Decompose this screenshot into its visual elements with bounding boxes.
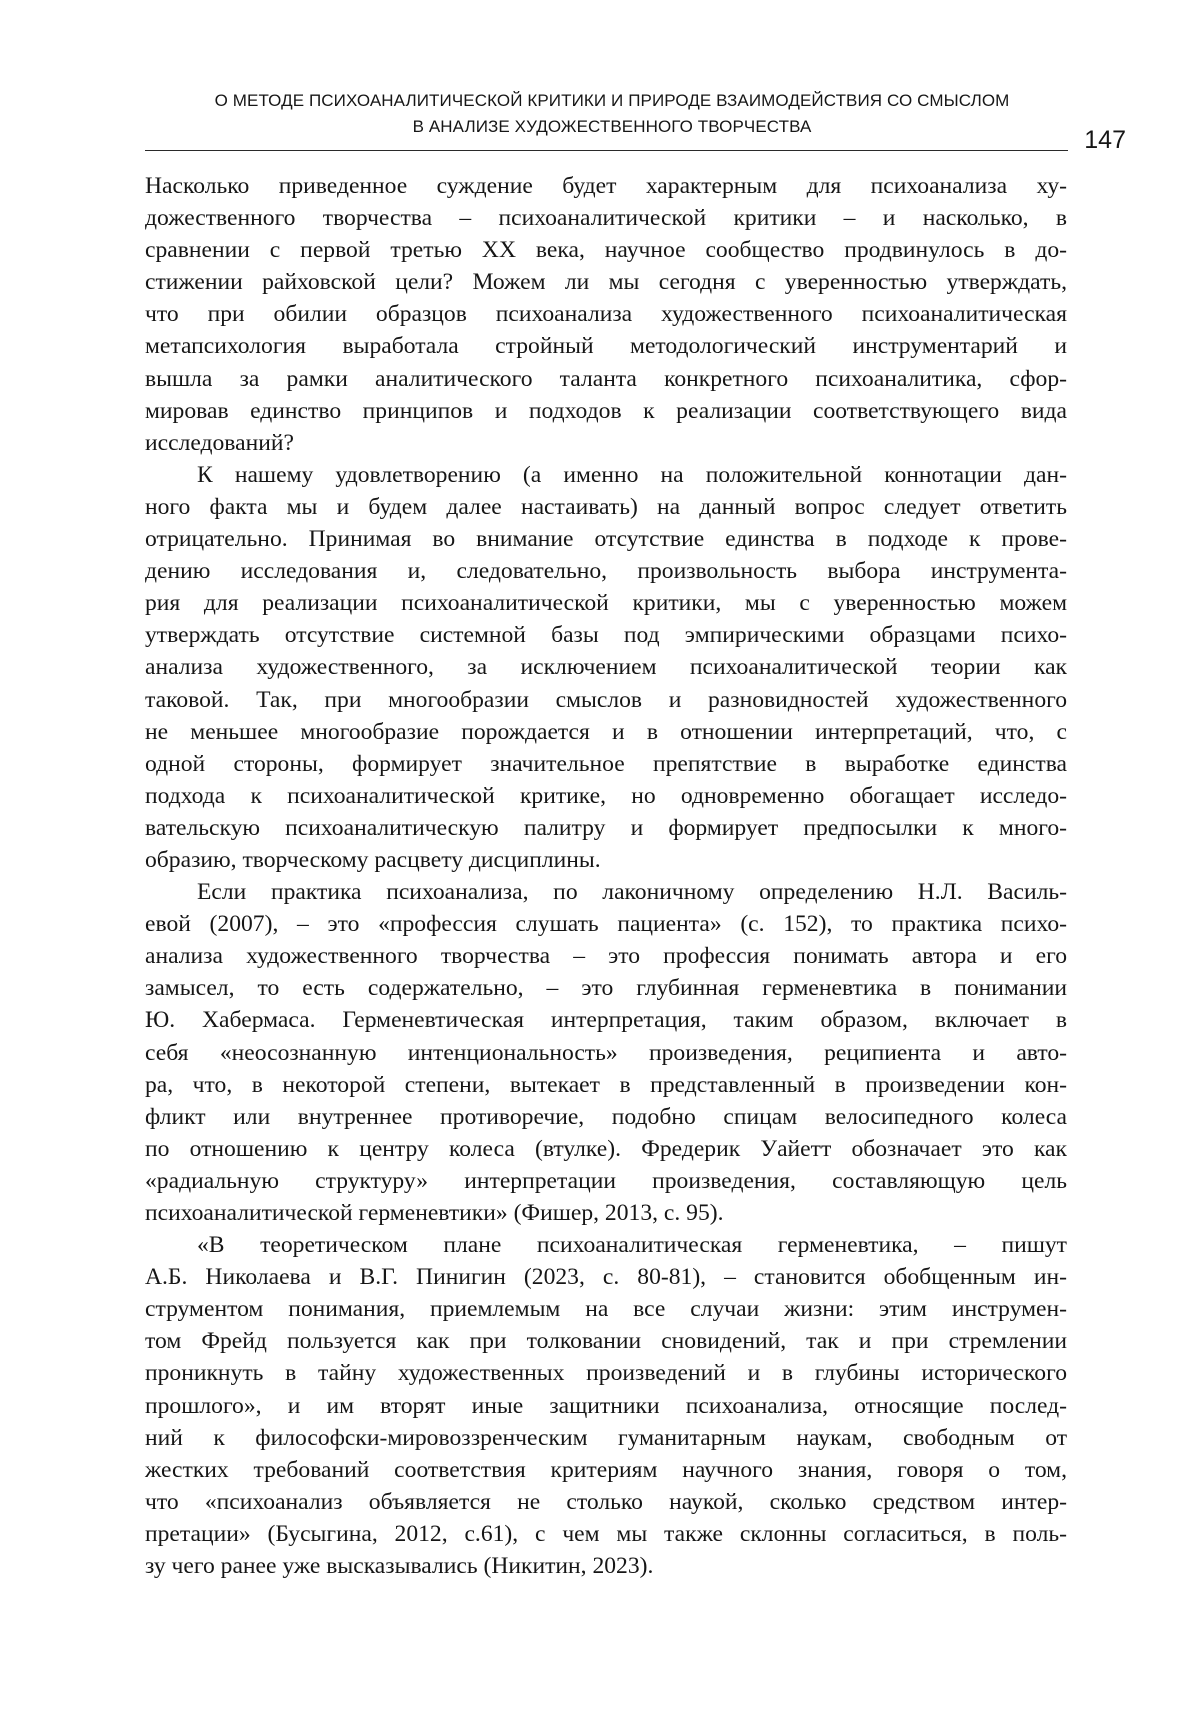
text-line: сравнении с первой третью XX века, научное сообщество продвинулось в до- [145,237,1067,264]
running-header [148,88,1076,140]
text-line: претации» (Бусыгина, 2012, с.61), с чем мы также склонны согласиться, в поль- [145,1520,1067,1547]
text-line: ного факта мы и будем далее настаивать) на данный вопрос следует ответить [145,493,1067,520]
text-line: прошлого», и им вторят иные защитники психоанализа, относящие послед- [145,1392,1067,1419]
text-line: рия для реализации психоаналитической критики, мы с уверенностью можем [145,590,1067,617]
text-line: анализа художественного творчества – это профессия понимать автора и его [145,943,1067,970]
text-line: фликт или внутреннее противоречие, подобно спицам велосипедного колеса [145,1103,1067,1130]
text-line: подхода к психоаналитической критике, но одновременно обогащает исследо- [145,782,1067,809]
paragraph [145,876,1067,1229]
text-line: дожественного творчества – психоаналитической критики – и насколько, в [145,205,1067,232]
text-line: проникнуть в тайну художественных произведений и в глубины исторического [145,1360,1067,1387]
text-line: что при обилии образцов психоанализа художественного психоаналитическая [145,301,1067,328]
paragraph [145,459,1067,876]
text-line: ра, что, в некоторой степени, вытекает в представленный в произведении кон- [145,1071,1067,1098]
text-line: замысел, то есть содержательно, – это глубинная герменевтика в понимании [145,975,1067,1002]
text-line: что «психоанализ объявляется не столько наукой, сколько средством интер- [145,1488,1067,1515]
text-line: дению исследования и, следовательно, произвольность выбора инструмента- [145,558,1067,585]
text-line: А.Б. Николаева и В.Г. Пинигин (2023, с. 80-81), – становится обобщенным ин- [145,1264,1067,1291]
text-line: исследований? [145,429,294,456]
paragraph [145,1229,1067,1582]
text-line: по отношению к центру колеса (втулке). Фредерик Уайетт обозначает это как [145,1135,1067,1162]
text-line: евой (2007), – это «профессия слушать пациента» (с. 152), то практика психо- [145,911,1067,938]
text-line: К нашему удовлетворению (а именно на положительной коннотации дан- [197,461,1067,488]
running-header-line-2: В АНАЛИЗЕ ХУДОЖЕСТВЕННОГО ТВОРЧЕСТВА [412,117,812,136]
running-header-line-1: О МЕТОДЕ ПСИХОАНАЛИТИЧЕСКОЙ КРИТИКИ И ПРИРОДЕ ВЗАИМОДЕЙСТВИЯ СО СМЫСЛОМ [214,91,1010,110]
page-number: 147 [1084,126,1126,154]
text-line: таковой. Так, при многообразии смыслов и разновидностей художественного [145,686,1067,713]
text-line: зу чего ранее уже высказывались (Никитин, 2023). [145,1553,654,1580]
text-line: утверждать отсутствие системной базы под эмпирическими образцами психо- [145,622,1067,649]
text-line: мировав единство принципов и подходов к реализации соответствующего вида [145,397,1067,424]
text-line: «радиальную структуру» интерпретации произведения, составляющую цель [145,1167,1067,1194]
text-line: психоаналитической герменевтики» (Фишер, 2013, с. 95). [145,1200,724,1226]
text-line: Ю. Хабермаса. Герменевтическая интерпретация, таким образом, включает в [145,1007,1067,1034]
text-line: себя «неосознанную интенциональность» произведения, реципиента и авто- [145,1039,1067,1066]
text-line: метапсихология выработала стройный методологический инструментарий и [145,333,1067,360]
text-line: не меньшее многообразие порождается и в отношении интерпретаций, что, с [145,718,1067,745]
text-line: Если практика психоанализа, по лаконичному определению Н.Л. Василь- [197,879,1067,906]
text-line: отрицательно. Принимая во внимание отсутствие единства в подходе к прове- [145,526,1067,553]
text-line: том Фрейд пользуется как при толковании сновидений, так и при стремлении [145,1328,1067,1355]
header-rule [145,150,1068,151]
text-line: образию, творческому расцвету дисциплины. [145,846,601,873]
text-line: стижении райховской цели? Можем ли мы сегодня с уверенностью утверждать, [145,269,1067,296]
text-line: струментом понимания, приемлемым на все случаи жизни: этим инструмен- [145,1296,1067,1323]
text-line: «В теоретическом плане психоаналитическая герменевтика, – пишут [197,1232,1067,1259]
text-line: ний к философски-мировоззренческим гуманитарным наукам, свободным от [145,1424,1067,1451]
text-line: одной стороны, формирует значительное препятствие в выработке единства [145,750,1067,777]
text-line: вышла за рамки аналитического таланта конкретного психоаналитика, сфор- [145,365,1067,392]
body-text [145,170,1067,1582]
text-line: вательскую психоаналитическую палитру и формирует предпосылки к много- [145,814,1067,841]
text-line: жестких требований соответствия критериям научного знания, говоря о том, [145,1456,1067,1483]
paragraph [145,170,1067,459]
text-line: Насколько приведенное суждение будет характерным для психоанализа ху- [145,173,1067,199]
text-line: анализа художественного, за исключением психоаналитической теории как [145,654,1067,681]
